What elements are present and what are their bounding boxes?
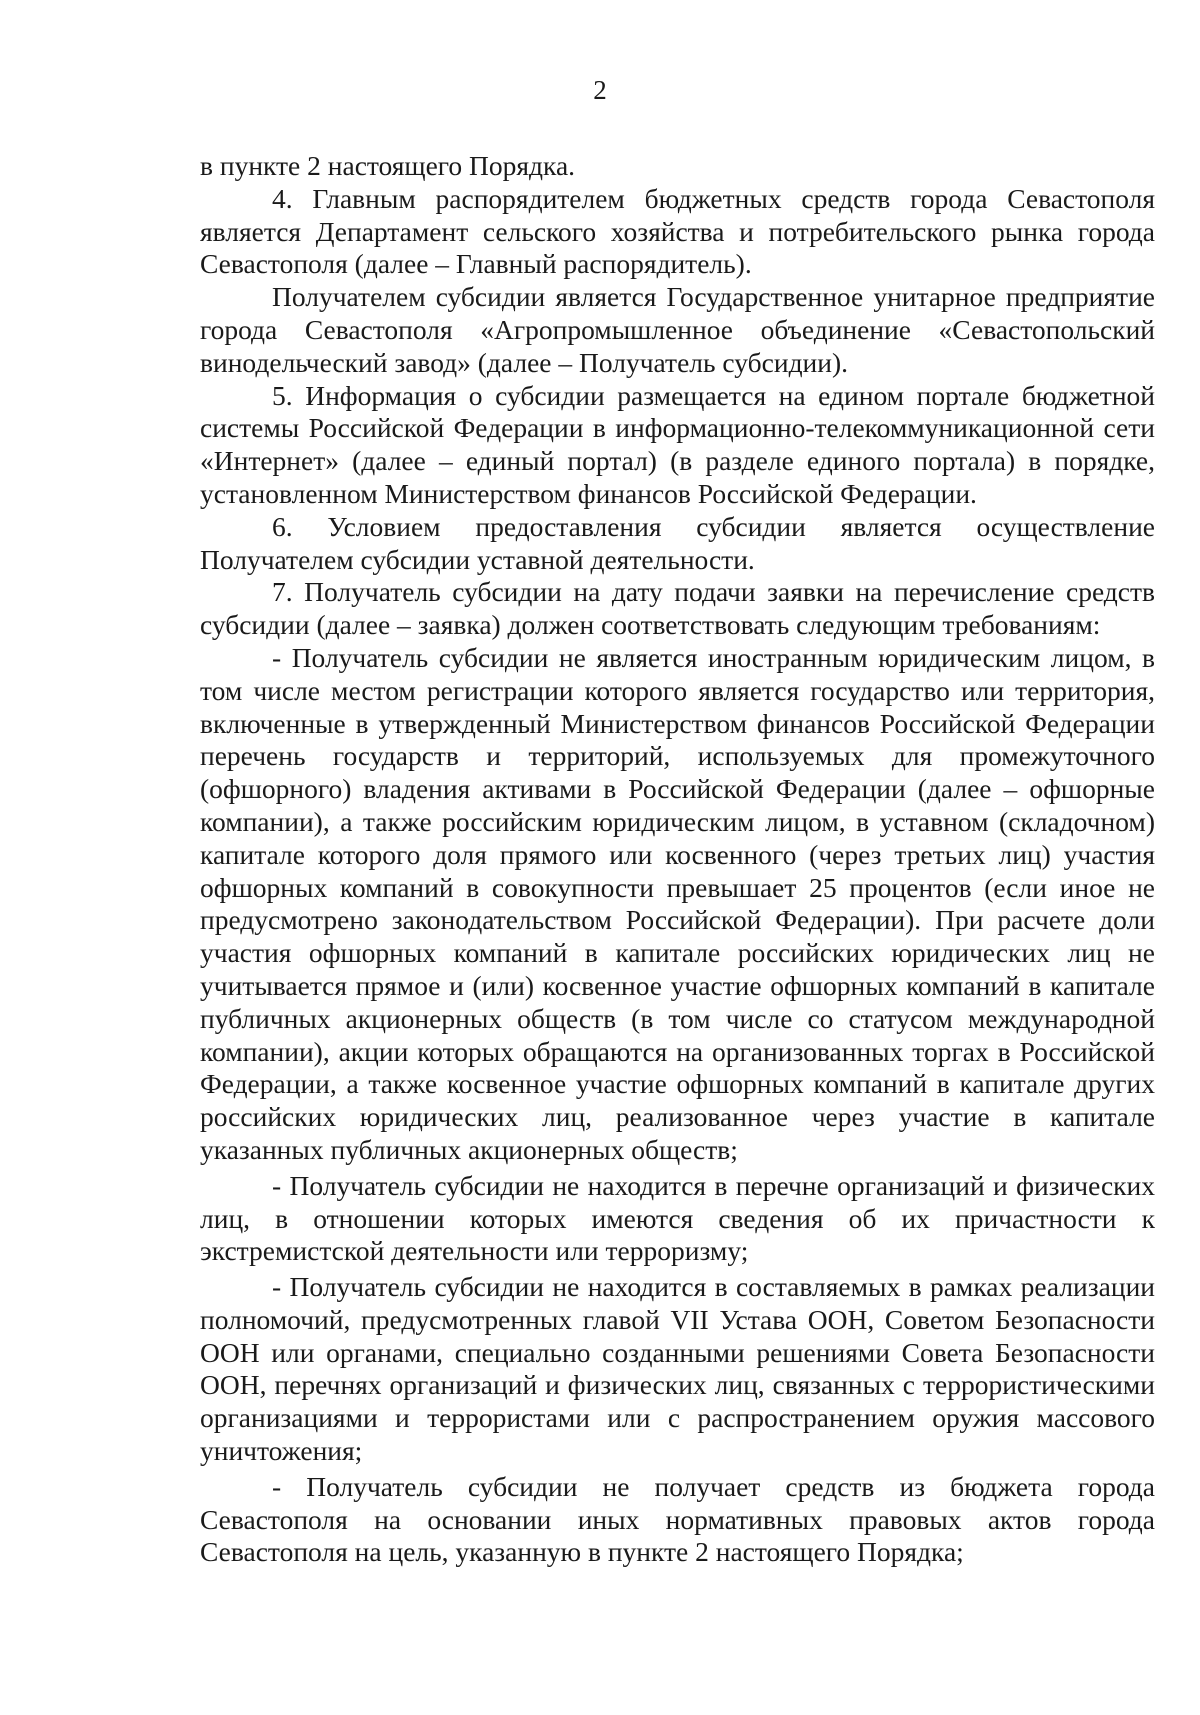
requirement-extremism: - Получатель субсидии не находится в перечне организаций и физических лиц, в отношении которых имеются сведения об их причастности к экстремистской деятельности или терроризму; (200, 1169, 1155, 1267)
requirement-no-other-funds: - Получатель субсидии не получает средств из бюджета города Севастополя на основании иных нормативных правовых актов города Севастополя на цель, указанную в пункте 2 настоящего Порядка; (200, 1470, 1155, 1568)
paragraph-item-6: 6. Условием предоставления субсидии является осуществление Получателем субсидии уставной деятельности. (200, 510, 1155, 575)
paragraph-item-7: 7. Получатель субсидии на дату подачи заявки на перечисление средств субсидии (далее – заявка) должен соответствовать следующим требованиям: (200, 576, 1155, 641)
document-body (200, 150, 1155, 1569)
paragraph-recipient: Получателем субсидии является Государственное унитарное предприятие города Севастополя «Агропромышленное объединение «Севастопольский винодельческий завод» (далее – Получатель субсидии). (200, 281, 1155, 378)
paragraph-continuation: в пункте 2 настоящего Порядка. (200, 150, 576, 181)
paragraph-item-4: 4. Главным распорядителем бюджетных средств города Севастополя является Департамент сельского хозяйства и потребительского рынка города Севастополя (далее – Главный распорядитель). (200, 182, 1155, 280)
page-number: 2 (593, 75, 607, 105)
requirement-un-sanctions: - Получатель субсидии не находится в составляемых в рамках реализации полномочий, предусмотренных главой VII Устава ООН, Советом Безопасности ООН или органами, специально созданными решениями Совета Безопасности ООН, перечнях организаций и физических лиц, связанных с террористическими организациями и террористами или с распространением оружия массового уничтожения; (200, 1271, 1155, 1467)
requirement-offshore: - Получатель субсидии не является иностранным юридическим лицом, в том числе местом регистрации которого является государство или территория, включенные в утвержденный Министерством финансов Российской Федерации перечень государств и территорий, используемых для промежуточного (офшорного) владения активами в Российской Федерации (далее – офшорные компании), а также российским юридическим лицом, в уставном (складочном) капитале которого доля прямого или косвенного (через третьих лиц) участия офшорных компаний в совокупности превышает 25 процентов (если иное не предусмотрено законодательством Российской Федерации). При расчете доли участия офшорных компаний в капитале российских юридических лиц не учитывается прямое и (или) косвенное участие офшорных компаний в капитале публичных акционерных обществ (в том числе со статусом международной компании), акции которых обращаются на организованных торгах в Российской Федерации, а также косвенное участие офшорных компаний в капитале других российских юридических лиц, реализованное через участие в капитале указанных публичных акционерных обществ; (200, 641, 1155, 1165)
paragraph-item-5: 5. Информация о субсидии размещается на едином портале бюджетной системы Российской Федерации в информационно-телекоммуникационной сети «Интернет» (далее – единый портал) (в разделе единого портала) в порядке, установленном Министерством финансов Российской Федерации. (200, 379, 1155, 509)
